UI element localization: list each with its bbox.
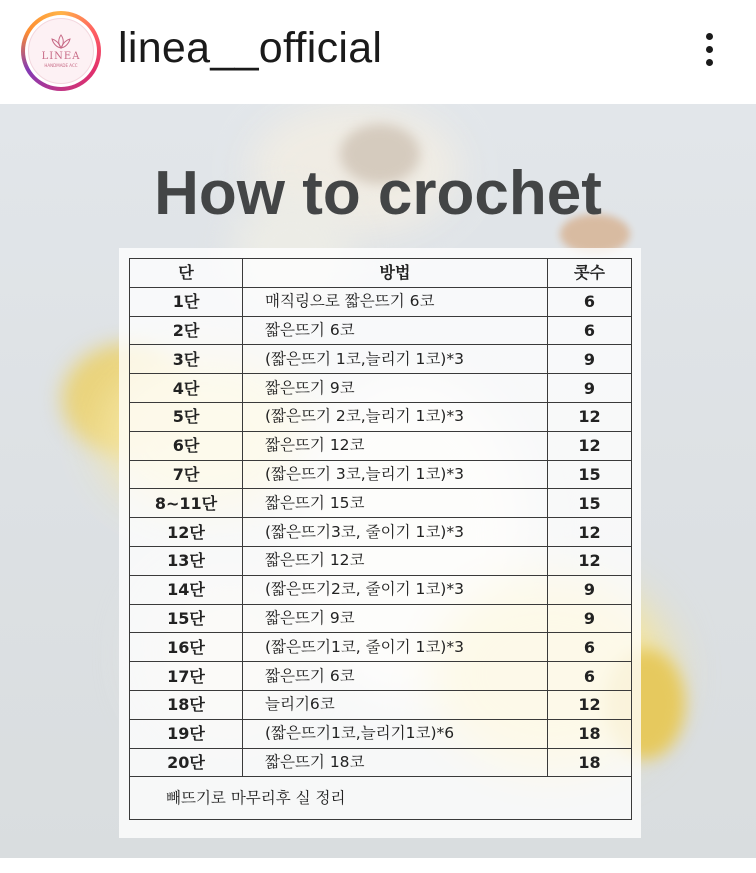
round-cell: 7단 — [130, 460, 243, 489]
method-cell: 짧은뜨기 6코 — [243, 662, 548, 691]
method-cell: (짧은뜨기1코,늘리기1코)*6 — [243, 719, 548, 748]
round-cell: 17단 — [130, 662, 243, 691]
method-cell: 매직링으로 짧은뜨기 6코 — [243, 287, 548, 316]
brand-logo — [28, 18, 94, 84]
table-row — [130, 604, 632, 633]
table-row — [130, 316, 632, 345]
pattern-table — [129, 258, 632, 820]
round-cell: 1단 — [130, 287, 243, 316]
count-cell: 9 — [548, 604, 632, 633]
table-footer-row — [130, 777, 632, 820]
table-row — [130, 748, 632, 777]
table-row — [130, 662, 632, 691]
method-cell: 짧은뜨기 6코 — [243, 316, 548, 345]
count-cell: 9 — [548, 575, 632, 604]
finishing-note: 빼뜨기로 마무리후 실 정리 — [130, 777, 632, 820]
method-cell: (짧은뜨기3코, 줄이기 1코)*3 — [243, 518, 548, 547]
round-cell: 15단 — [130, 604, 243, 633]
count-cell: 18 — [548, 748, 632, 777]
table-row — [130, 460, 632, 489]
table-row — [130, 575, 632, 604]
method-cell: 늘리기6코 — [243, 690, 548, 719]
table-row — [130, 402, 632, 431]
round-cell: 18단 — [130, 690, 243, 719]
round-cell: 13단 — [130, 546, 243, 575]
method-cell: 짧은뜨기 12코 — [243, 546, 548, 575]
header-round: 단 — [130, 259, 243, 288]
method-cell: (짧은뜨기 1코,늘리기 1코)*3 — [243, 345, 548, 374]
header-method: 방법 — [243, 259, 548, 288]
post-header — [0, 0, 756, 104]
count-cell: 12 — [548, 546, 632, 575]
method-cell: (짧은뜨기 3코,늘리기 1코)*3 — [243, 460, 548, 489]
round-cell: 4단 — [130, 374, 243, 403]
header-count: 콧수 — [548, 259, 632, 288]
table-row — [130, 374, 632, 403]
count-cell: 6 — [548, 287, 632, 316]
post-bottom-strip — [0, 858, 756, 873]
method-cell: 짧은뜨기 9코 — [243, 604, 548, 633]
table-row — [130, 489, 632, 518]
count-cell: 12 — [548, 431, 632, 460]
table-row — [130, 719, 632, 748]
round-cell: 14단 — [130, 575, 243, 604]
count-cell: 6 — [548, 662, 632, 691]
avatar-frame — [25, 15, 97, 87]
count-cell: 9 — [548, 345, 632, 374]
post-title: How to crochet — [154, 159, 602, 228]
count-cell: 15 — [548, 460, 632, 489]
round-cell: 19단 — [130, 719, 243, 748]
lotus-icon — [49, 34, 73, 50]
count-cell: 6 — [548, 633, 632, 662]
table-row — [130, 287, 632, 316]
method-cell: 짧은뜨기 18코 — [243, 748, 548, 777]
method-cell: 짧은뜨기 9코 — [243, 374, 548, 403]
username-link[interactable]: linea__official — [118, 24, 383, 72]
round-cell: 2단 — [130, 316, 243, 345]
table-row — [130, 345, 632, 374]
count-cell: 12 — [548, 518, 632, 547]
round-cell: 20단 — [130, 748, 243, 777]
table-row — [130, 690, 632, 719]
logo-subtext: HANDMADE ACC — [44, 63, 78, 68]
logo-text: LINEA — [41, 51, 81, 62]
method-cell: (짧은뜨기 2코,늘리기 1코)*3 — [243, 402, 548, 431]
round-cell: 8~11단 — [130, 489, 243, 518]
method-cell: 짧은뜨기 15코 — [243, 489, 548, 518]
table-row — [130, 518, 632, 547]
round-cell: 16단 — [130, 633, 243, 662]
count-cell: 15 — [548, 489, 632, 518]
round-cell: 3단 — [130, 345, 243, 374]
table-row — [130, 633, 632, 662]
count-cell: 6 — [548, 316, 632, 345]
table-header-row — [130, 259, 632, 288]
more-vertical-icon[interactable] — [698, 30, 722, 70]
count-cell: 12 — [548, 402, 632, 431]
round-cell: 6단 — [130, 431, 243, 460]
count-cell: 12 — [548, 690, 632, 719]
round-cell: 12단 — [130, 518, 243, 547]
count-cell: 9 — [548, 374, 632, 403]
profile-avatar[interactable] — [21, 11, 101, 91]
method-cell: (짧은뜨기2코, 줄이기 1코)*3 — [243, 575, 548, 604]
table-body — [130, 287, 632, 777]
table-row — [130, 431, 632, 460]
table-row — [130, 546, 632, 575]
method-cell: 짧은뜨기 12코 — [243, 431, 548, 460]
round-cell: 5단 — [130, 402, 243, 431]
count-cell: 18 — [548, 719, 632, 748]
method-cell: (짧은뜨기1코, 줄이기 1코)*3 — [243, 633, 548, 662]
